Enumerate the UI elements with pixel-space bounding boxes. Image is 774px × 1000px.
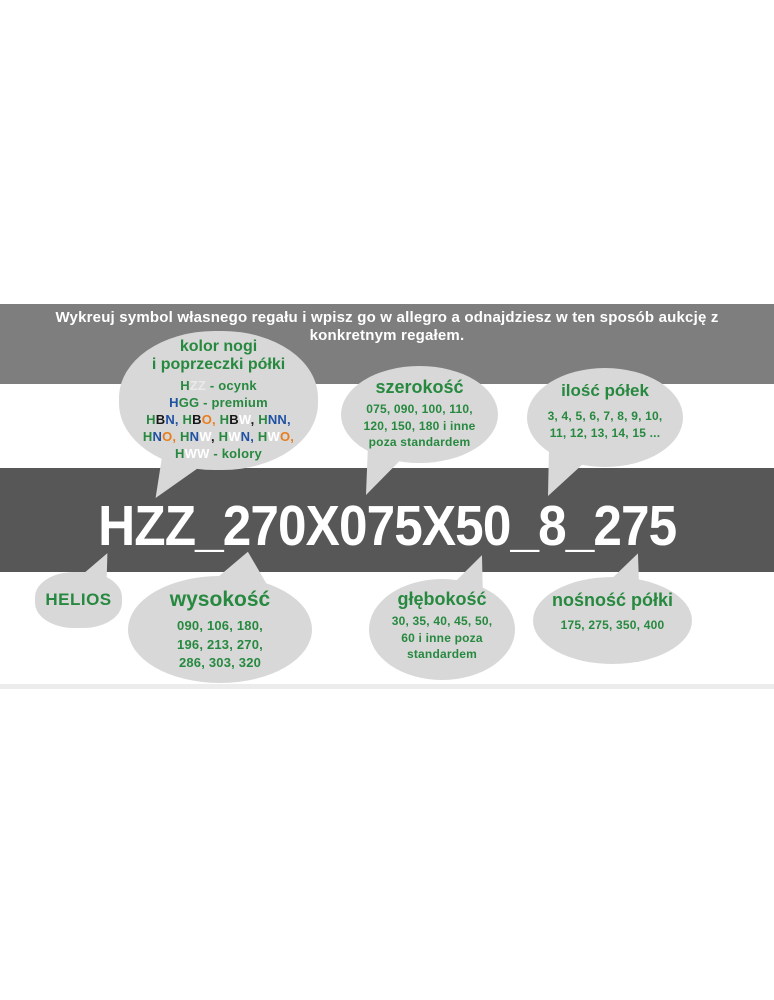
- bubble-color-legend: [119, 331, 318, 470]
- bubble-shelf-count-values: [527, 408, 683, 441]
- header-title-line2: konkretnym regałem.: [309, 326, 465, 344]
- bubble-shelf-count-line: 3, 4, 5, 6, 7, 8, 9, 10,: [547, 409, 663, 423]
- bubble-depth: [369, 579, 515, 680]
- bubble-load-line: 175, 275, 350, 400: [560, 618, 665, 632]
- legend-line: HZZ - ocynk: [180, 378, 257, 393]
- divider-stripe: [0, 684, 774, 689]
- bubble-depth-line: 30, 35, 40, 45, 50,: [391, 614, 493, 628]
- legend-line: HBN, HBO, HBW, HNN,: [146, 412, 291, 427]
- bubble-load-values: [533, 617, 692, 634]
- bubble-height-line: 090, 106, 180,: [177, 618, 263, 633]
- bubble-shelf-count-title: ilość półek: [561, 381, 649, 400]
- bubble-width-values: [341, 401, 498, 451]
- brand-label: HELIOS: [45, 590, 112, 609]
- header-title-line1: Wykreuj symbol własnego regału i wpisz go w allegro a odnajdziesz w ten sposób aukcję z: [55, 309, 719, 326]
- bubble-width: [341, 366, 498, 463]
- bubble-height-values: [128, 617, 312, 673]
- bubble-load-title: nośność półki: [551, 590, 674, 610]
- bubble-depth-title: głębokość: [397, 589, 487, 609]
- product-code: HZZ_270X075X50_8_275: [97, 494, 677, 558]
- bubble-depth-line: 60 i inne poza: [401, 630, 483, 645]
- bubble-color-legend-title-line2: i poprzeczki półki: [151, 356, 286, 373]
- legend-line: HWW - kolory: [175, 446, 262, 461]
- bubble-load: [533, 577, 692, 664]
- bubble-height-line: 196, 213, 270,: [177, 636, 263, 652]
- bubble-height-line: 286, 303, 320: [178, 655, 262, 670]
- bubble-color-legend-title: [119, 338, 318, 374]
- bubble-width-line: poza standardem: [368, 435, 471, 449]
- legend-line: HNO, HNW, HWN, HWO,: [142, 429, 295, 444]
- bubble-depth-line: standardem: [406, 647, 478, 661]
- bubble-width-title: szerokość: [375, 377, 464, 397]
- bubble-width-line: 120, 150, 180 i inne: [363, 418, 476, 433]
- legend-line: HGG - premium: [169, 395, 268, 410]
- bubble-color-legend-title-line1: kolor nogi: [179, 338, 258, 355]
- bubble-height: [128, 576, 312, 683]
- header-title: [0, 304, 774, 344]
- bubble-width-line: 075, 090, 100, 110,: [366, 402, 473, 416]
- bubble-height-title: wysokość: [169, 588, 271, 611]
- code-band: [0, 468, 774, 572]
- bubble-shelf-count-line: 11, 12, 13, 14, 15 ...: [549, 425, 661, 440]
- bubble-brand: [35, 572, 122, 628]
- bubble-depth-values: [369, 613, 515, 663]
- color-code-legend: [119, 377, 318, 462]
- bubble-shelf-count: [527, 368, 683, 467]
